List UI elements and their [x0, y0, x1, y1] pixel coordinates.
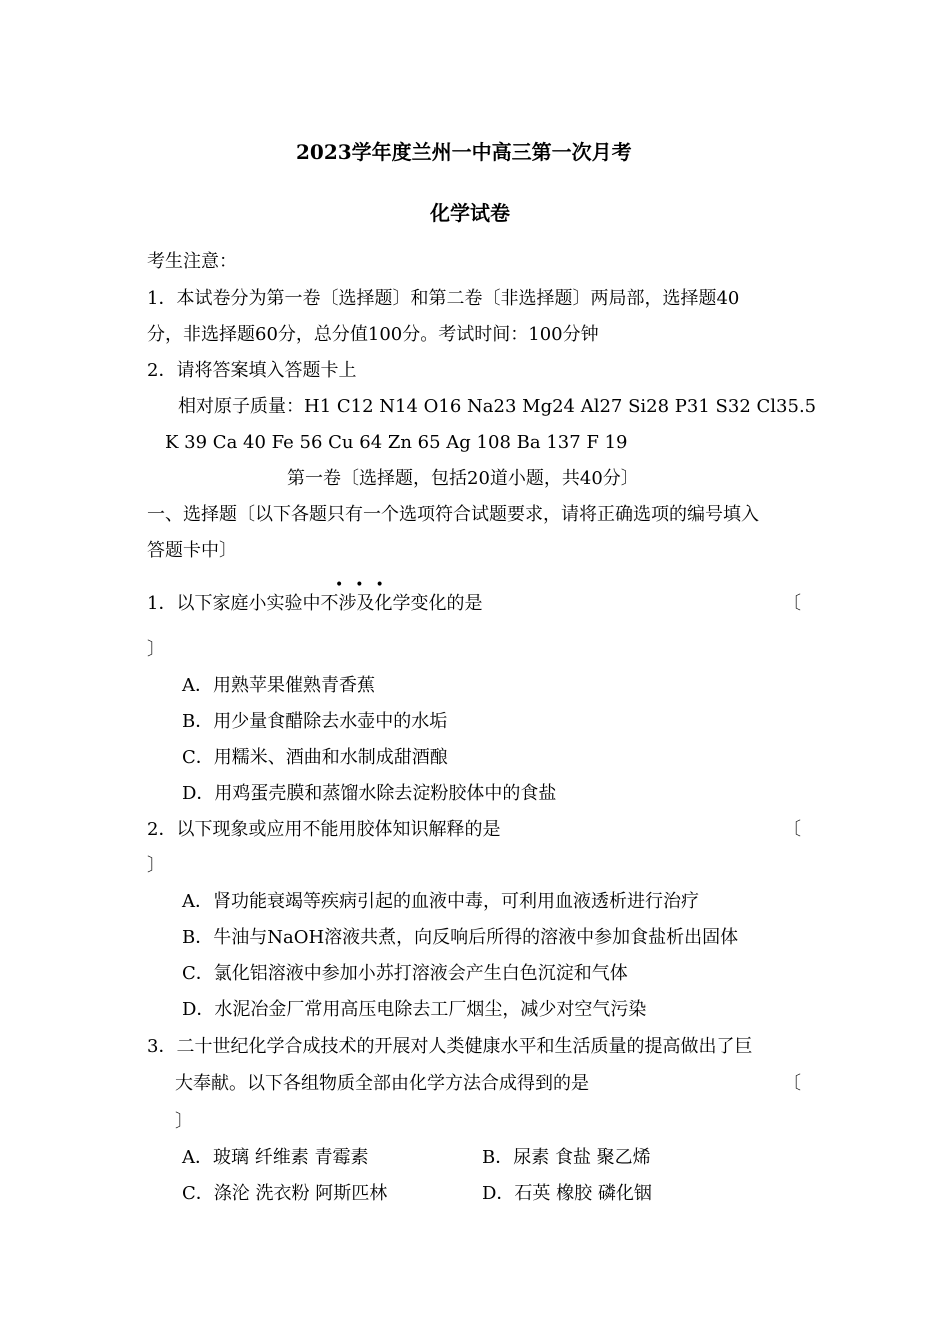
- question-2-paren-open: 〔: [783, 819, 801, 840]
- question-1-paren-open: 〔: [783, 593, 801, 614]
- question-3-paren-close: 〕: [175, 1111, 193, 1132]
- question-3-option-d: D．石英 橡胶 磷化铟: [482, 1183, 652, 1204]
- question-1-option-a: A．用熟苹果催熟青香蕉: [182, 675, 375, 696]
- atomic-mass-line-1: 相对原子质量：H1 C12 N14 O16 Na23 Mg24 Al27 Si28 P31 S32 Cl35.5: [178, 396, 817, 417]
- section-header: 第一卷〔选择题，包括20道小题，共40分〕: [287, 468, 639, 489]
- question-2-option-b: B．牛油与NaOH溶液共煮，向反响后所得的溶液中参加食盐析出固体: [182, 927, 739, 948]
- question-3-option-a: A．玻璃 纤维素 青霉素: [182, 1147, 369, 1168]
- notice-item-2: 2．请将答案填入答题卡上: [147, 360, 357, 381]
- emphasis-dots: •••: [335, 577, 396, 593]
- page-title: 2023学年度兰州一中高三第一次月考: [296, 140, 632, 164]
- question-1-option-d: D．用鸡蛋壳膜和蒸馏水除去淀粉胶体中的食盐: [182, 783, 557, 804]
- question-2-stem: 2．以下现象或应用不能用胶体知识解释的是: [147, 819, 501, 840]
- question-3-stem-line-1: 3．二十世纪化学合成技术的开展对人类健康水平和生活质量的提高做出了巨: [147, 1036, 753, 1057]
- question-2-option-d: D．水泥冶金厂常用高压电除去工厂烟尘，减少对空气污染: [182, 999, 647, 1020]
- question-3-option-b: B．尿素 食盐 聚乙烯: [482, 1147, 651, 1168]
- atomic-mass-line-2: K 39 Ca 40 Fe 56 Cu 64 Zn 65 Ag 108 Ba 137 F 19: [165, 432, 628, 453]
- question-3-option-c: C．涤沦 洗衣粉 阿斯匹林: [182, 1183, 388, 1204]
- question-3-paren-open: 〔: [783, 1073, 801, 1094]
- instruction-line-2: 答题卡中〕: [147, 540, 237, 561]
- question-1-stem: 1．以下家庭小实验中不涉及化学变化的是: [147, 593, 483, 614]
- question-2-option-c: C．氯化铝溶液中参加小苏打溶液会产生白色沉淀和气体: [182, 963, 628, 984]
- question-1-option-c: C．用糯米、酒曲和水制成甜酒酿: [182, 747, 448, 768]
- instruction-line-1: 一、选择题〔以下各题只有一个选项符合试题要求，请将正确选项的编号填入: [147, 504, 759, 525]
- page-subtitle: 化学试卷: [430, 201, 510, 225]
- notice-heading: 考生注意：: [147, 251, 237, 272]
- question-3-stem-line-2: 大奉献。以下各组物质全部由化学方法合成得到的是: [175, 1073, 589, 1094]
- notice-item-1-line-2: 分，非选择题60分，总分值100分。考试时间：100分钟: [147, 324, 599, 345]
- question-2-paren-close: 〕: [147, 855, 165, 876]
- notice-item-1-line-1: 1．本试卷分为第一卷〔选择题〕和第二卷〔非选择题〕两局部，选择题40: [147, 288, 740, 309]
- question-1-option-b: B．用少量食醋除去水壶中的水垢: [182, 711, 448, 732]
- question-1-paren-close: 〕: [147, 639, 165, 660]
- question-2-option-a: A．肾功能衰竭等疾病引起的血液中毒，可利用血液透析进行治疗: [182, 891, 699, 912]
